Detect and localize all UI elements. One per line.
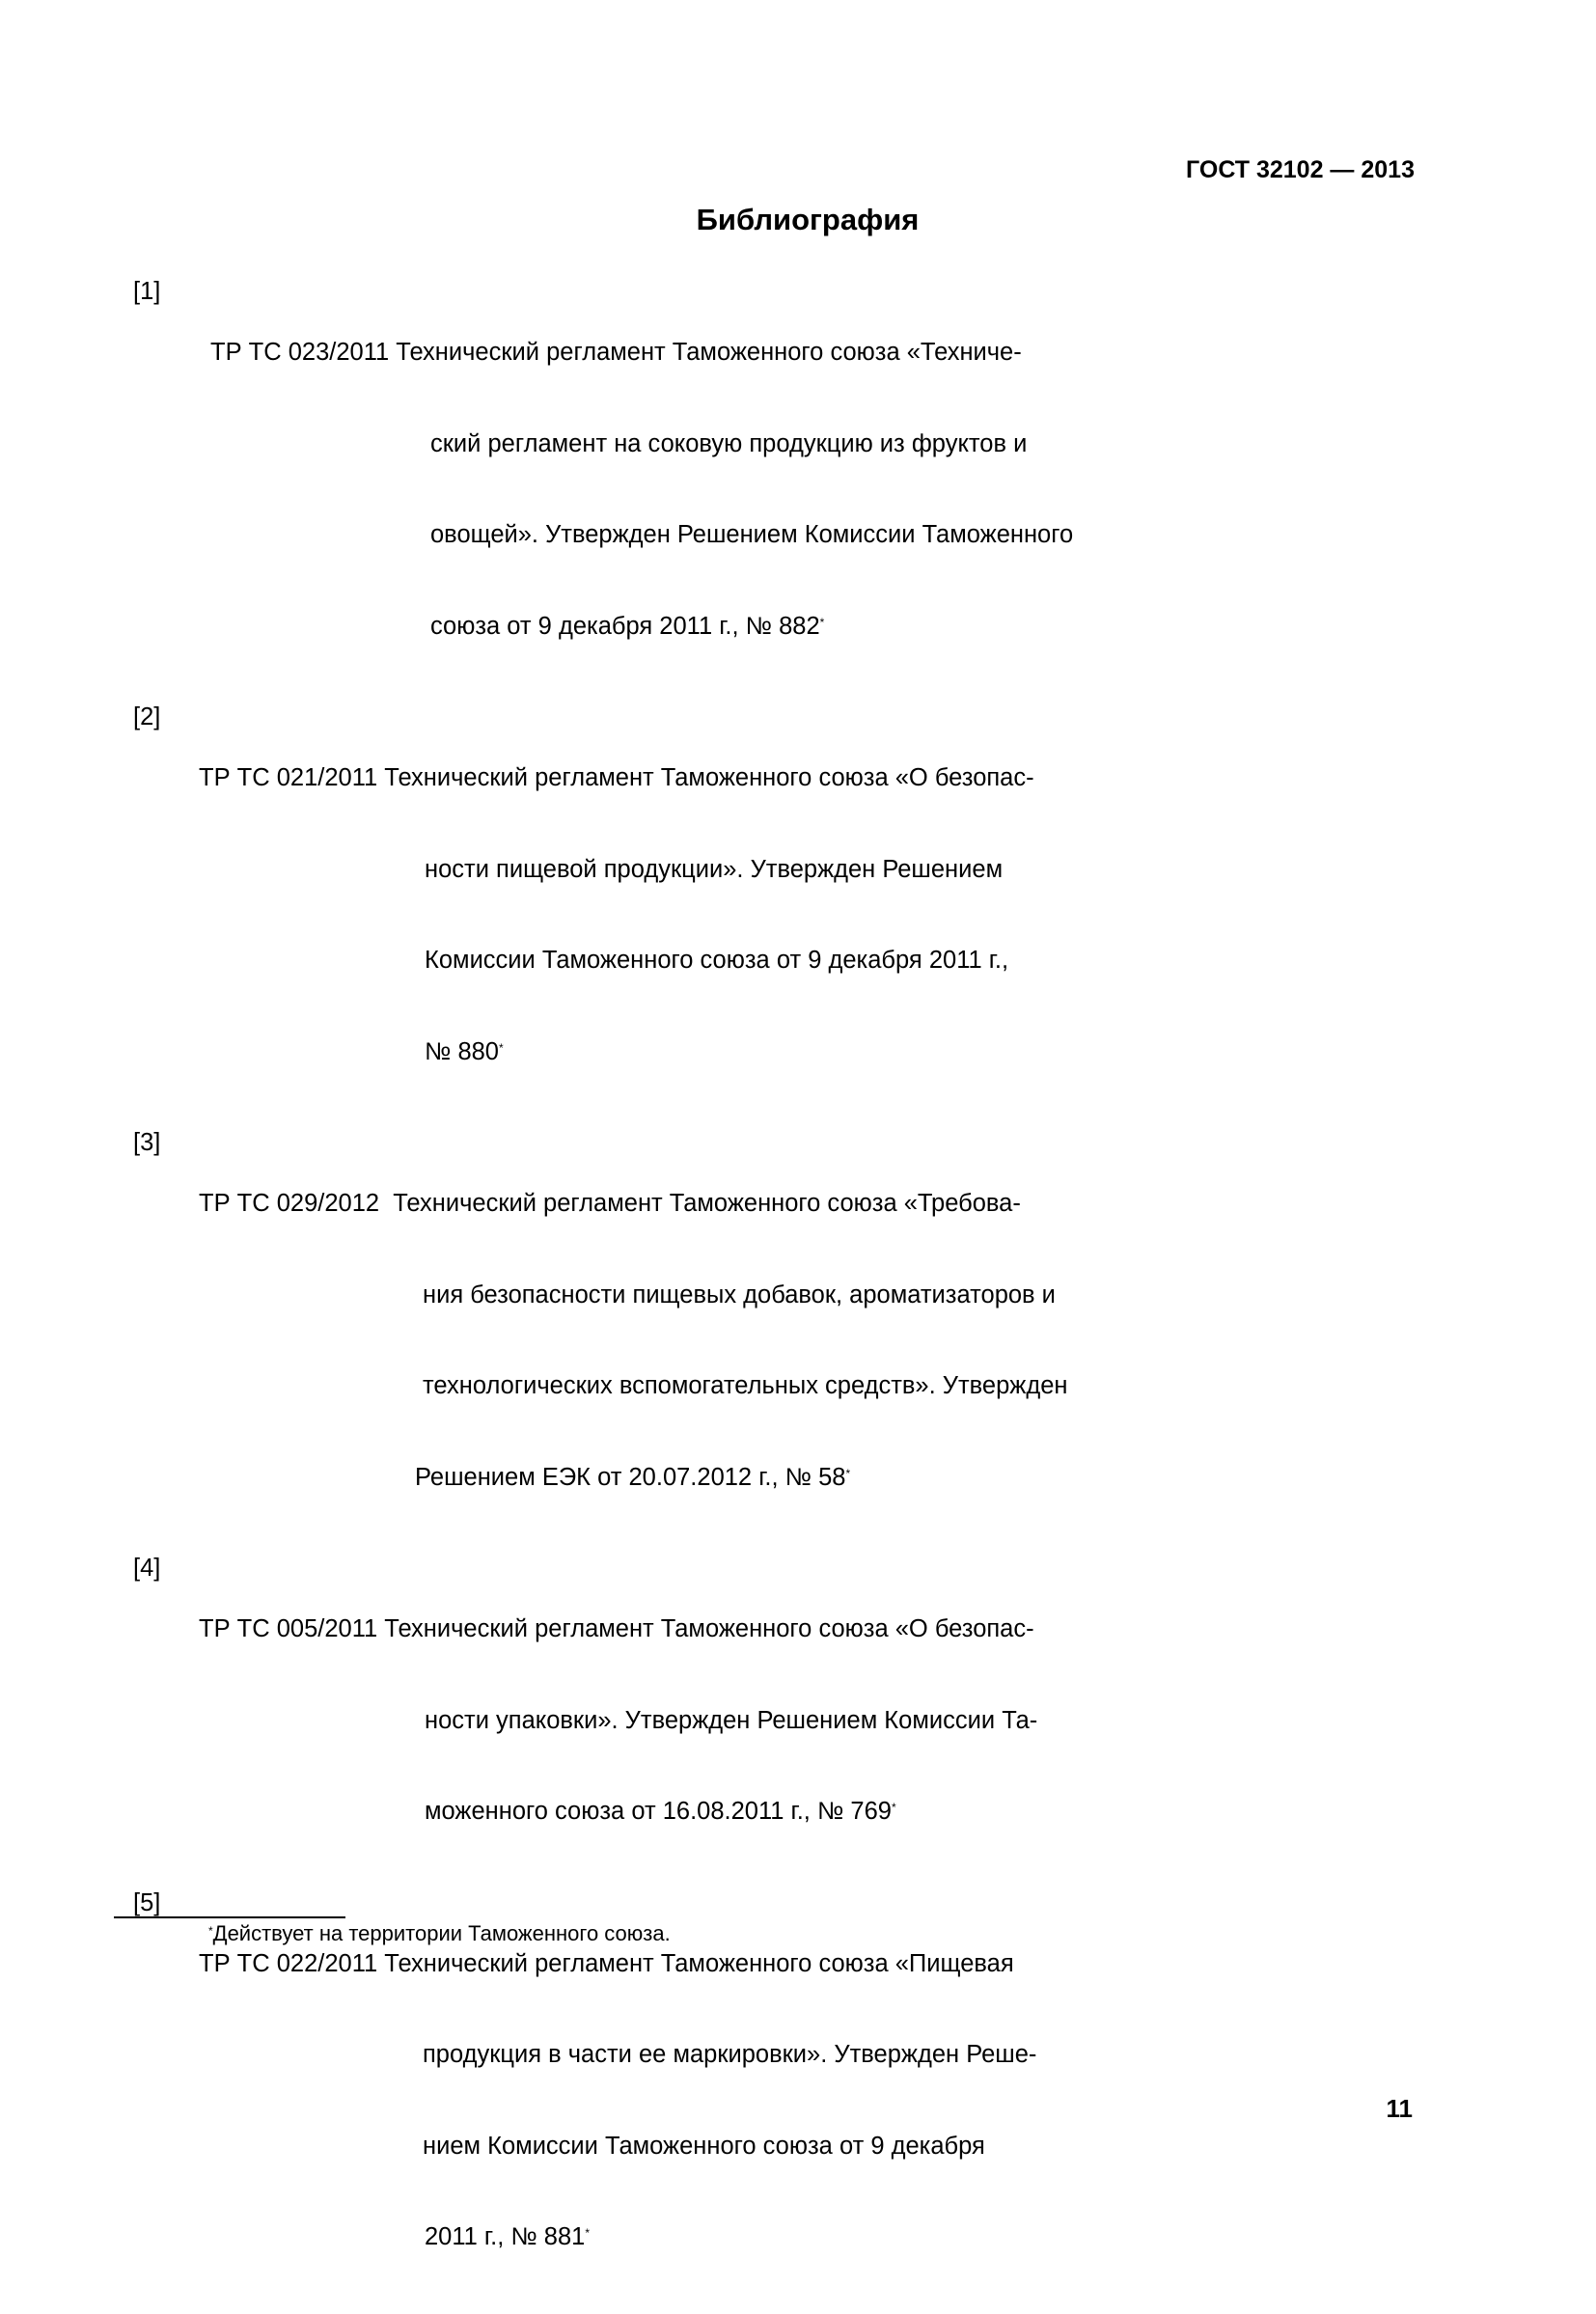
footnote-marker: * (819, 615, 825, 629)
entry-number: [5] (133, 1888, 161, 1916)
entry-line: продукция в части ее маркировки». Утвержден Реше- (423, 2041, 1037, 2068)
page-number: 11 (1386, 2094, 1413, 2123)
entry-line (199, 1037, 1187, 1068)
footnote-marker: * (891, 1801, 896, 1814)
entry-number: [2] (133, 703, 161, 730)
standard-header: ГОСТ 32102 — 2013 (1186, 156, 1415, 183)
entry-line: нием Комиссии Таможенного союза от 9 декабря (423, 2132, 985, 2160)
bibliography-entry-5 (125, 1888, 1187, 2314)
bibliography-entry-3 (125, 1128, 1187, 1554)
footnote-marker: * (208, 1924, 213, 1938)
footnote-marker: * (499, 1040, 504, 1055)
entry-line-text: 2011 г., № 881 (425, 2223, 586, 2250)
entry-line: ТР ТС 029/2012 Технический регламент Таможенного союза «Требова- (199, 1190, 1021, 1217)
entry-line: ния безопасности пищевых добавок, ароматизаторов и (423, 1281, 1056, 1309)
entry-text (199, 1554, 1187, 1888)
entry-line: Комиссии Таможенного союза от 9 декабря 2011 г., (425, 947, 1009, 974)
entry-line: ности упаковки». Утвержден Решением Комиссии Та- (425, 1706, 1038, 1734)
footnote-marker: * (585, 2226, 591, 2240)
page-title: Библиография (696, 203, 920, 236)
entry-line: овощей». Утвержден Решением Комиссии Таможенного (430, 521, 1074, 548)
entry-text (199, 702, 1187, 1128)
entry-line: ТР ТС 023/2011 Технический регламент Таможенного союза «Техниче- (210, 339, 1022, 366)
bibliography-entry-2 (125, 702, 1187, 1128)
entry-line: ТР ТС 022/2011 Технический регламент Таможенного союза «Пищевая (199, 1949, 1014, 1977)
entry-line-text: моженного союза от 16.08.2011 г., № 769 (425, 1798, 892, 1825)
entry-line: технологических вспомогательных средств». Утвержден (423, 1372, 1068, 1399)
entry-line (199, 1463, 1187, 1494)
footnote-separator (114, 1916, 345, 1918)
entry-line-text: союза от 9 декабря 2011 г., № 882 (430, 612, 820, 640)
entry-line: ский регламент на соковую продукцию из фруктов и (430, 429, 1028, 457)
footnote-marker: * (845, 1466, 851, 1480)
entry-line-text: № 880 (425, 1037, 499, 1065)
entry-line (210, 612, 1187, 643)
footnote-text: Действует на территории Таможенного союза. (212, 1921, 671, 1945)
entry-number: [3] (133, 1129, 161, 1156)
entry-text (199, 1888, 1187, 2314)
bibliography-list (125, 277, 1187, 2314)
footnote (208, 1920, 671, 1947)
entry-number: [1] (133, 278, 161, 305)
entry-line (199, 1797, 1187, 1828)
entry-line-text: Решением ЕЭК от 20.07.2012 г., № 58 (415, 1463, 846, 1491)
entry-number: [4] (133, 1555, 161, 1582)
entry-line (199, 2222, 1187, 2253)
bibliography-entry-1 (125, 277, 1187, 702)
bibliography-entry-4 (125, 1554, 1187, 1888)
entry-line: ТР ТС 021/2011 Технический регламент Таможенного союза «О безопас- (199, 764, 1034, 791)
entry-line: ТР ТС 005/2011 Технический регламент Таможенного союза «О безопас- (199, 1615, 1034, 1642)
entry-line: ности пищевой продукции». Утвержден Решением (425, 855, 1004, 883)
entry-text (199, 1128, 1187, 1554)
entry-text (210, 277, 1187, 702)
